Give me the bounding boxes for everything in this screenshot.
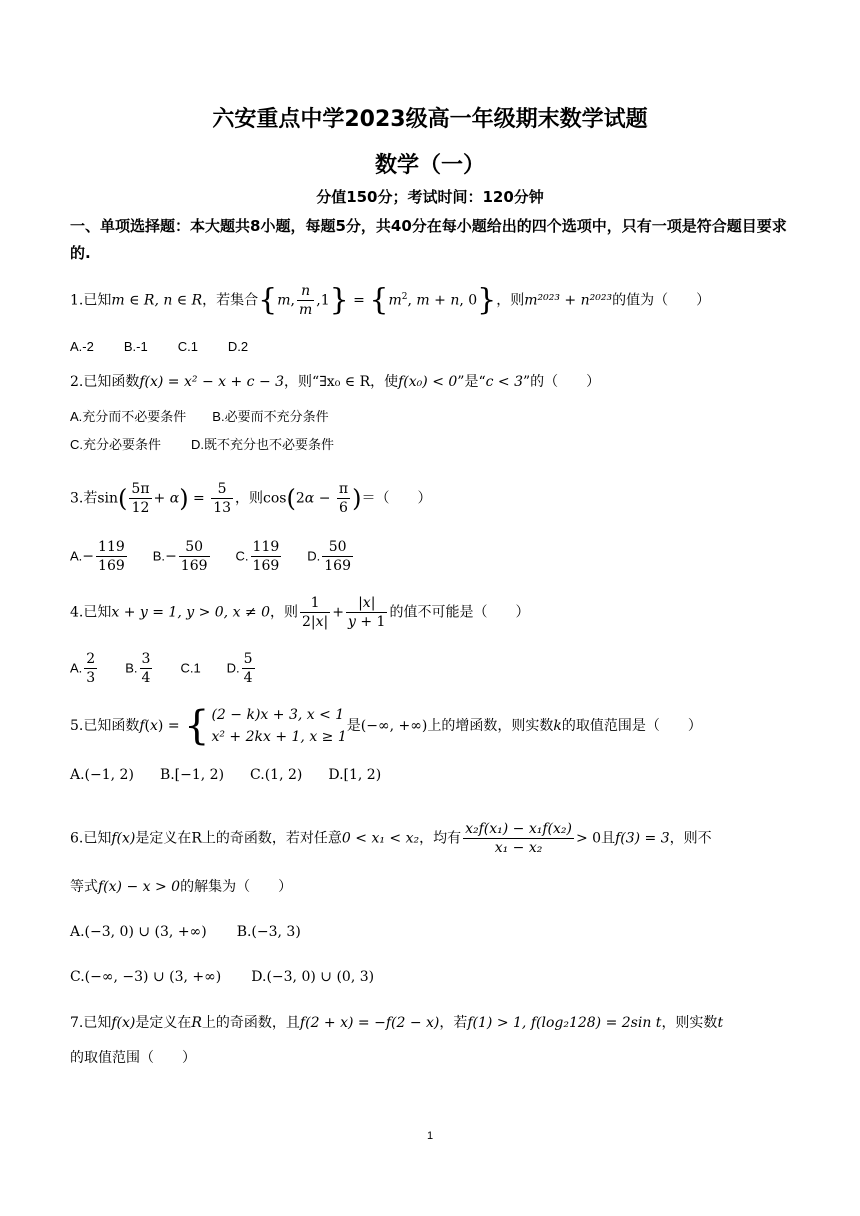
question-6-line2: 等式f(x) − x > 0的解集为（ ）: [70, 879, 293, 895]
question-4-options: A. $\frac{2}{3}$ B. $\frac{3}{4}$ C.1 D. $\frac{5}{4}$: [70, 651, 253, 686]
question-7-line2: 的取值范围（ ）: [70, 1050, 196, 1066]
exam-info: 分值150分；考试时间：120分钟: [316, 188, 544, 206]
option-c: C.1: [180, 660, 201, 676]
option-a: A.充分而不必要条件: [70, 409, 187, 424]
option-b: $\frac{50}{169}$: [180, 539, 208, 574]
option-d: D.既不充分也不必要条件: [191, 437, 335, 452]
question-1: 1.已知m ∈ R, n ∈ R，若集合{m, $\frac{n}{m}$ $,1\} = \{m^2$, m + n, 0}，则m²⁰²³ + n²⁰²³的值为（ ）: [70, 282, 711, 318]
option-c: $\frac{119}{169}$: [252, 539, 280, 574]
question-3: 3.若sin( $\frac{5\pi}{12}$ + α) = $\frac{5}{13}$ ，则cos(2α − $\frac{\pi}{6}$ )＝（ ）: [70, 481, 432, 516]
question-5-options: [70, 764, 800, 786]
option-a: A.(−3, 0) ∪ (3, +∞): [70, 924, 207, 940]
question-4: 4.已知x + y = 1, y > 0, x ≠ 0，则 $\frac{1}{2|x|}$ + $\frac{|x|}{y + 1}$ 的值不可能是（ ）: [70, 595, 530, 630]
fraction: $\frac{1}{2|x|}$: [302, 595, 329, 630]
question-6-options-row1: [70, 921, 800, 943]
question-6: 6.已知f(x)是定义在R上的奇函数，若对任意0 < x₁ < x₂，均有 $\frac{\text{x₂f(x₁) − x₁f(x₂)}}{\text{x₁ − x₂}}$ > 0且f(3) = 3，则不: [70, 821, 712, 856]
fraction: $\frac{5}{13}$: [213, 481, 232, 516]
option-c: C.(1, 2): [250, 767, 303, 783]
fraction: $\frac{5\pi}{12}$: [131, 481, 150, 516]
section-heading: 一、单项选择题：本大题共8小题，每题5分，共40分在每小题给出的四个选项中，只有一项是符合题目要求的.: [70, 217, 787, 262]
exam-title: 六安重点中学2023级高一年级期末数学试题: [212, 107, 648, 132]
option-a: $\frac{119}{169}$: [98, 539, 125, 574]
option-a: $\frac{2}{3}$: [86, 651, 96, 686]
option-d: D.[1, 2): [328, 767, 382, 783]
option-d: $\frac{50}{169}$: [324, 539, 351, 574]
option-c: C.充分必要条件: [70, 437, 162, 452]
fraction: $\frac{\text{x₂f(x₁) − x₁f(x₂)}}{\text{x₁ − x₂}}$: [465, 821, 572, 856]
question-5: 5.已知函数f(x) = { (2 − k)x + 3, x < 1 x² + 2kx + 1, x ≥ 1 是(−∞, +∞)上的增函数，则实数k的取值范围是（ ）: [70, 703, 702, 749]
option-b: B.[−1, 2): [159, 767, 225, 783]
fraction: $\frac{|x|}{y + 1}$: [348, 595, 386, 630]
option-d: D.(−3, 0) ∪ (0, 3): [251, 969, 375, 985]
question-3-options: A.− $\frac{119}{169}$ B.− $\frac{50}{169}$ C. $\frac{119}{169}$ D. $\frac{50}{169}$: [70, 539, 351, 574]
option-b: B.(−3, 3): [236, 924, 301, 940]
question-2-options-row1: [70, 406, 800, 428]
question-7: 7.已知f(x)是定义在R上的奇函数，且f(2 + x) = −f(2 − x)，若f(1) > 1, f(log₂128) = 2sin t，则实数t: [70, 1015, 724, 1031]
option-a: A.-2: [70, 339, 94, 354]
option-b: B.-1: [123, 339, 148, 354]
question-6-options-row2: [70, 966, 800, 988]
option-d: D.2: [227, 339, 249, 354]
piecewise-cases: (2 − k)x + 3, x < 1 x² + 2kx + 1, x ≥ 1: [211, 707, 347, 745]
exam-subject: 数学（一）: [374, 153, 485, 178]
option-b: B.必要而不充分条件: [212, 409, 329, 424]
fraction: $\frac{\pi}{6}$: [338, 481, 349, 516]
option-c: C.(−∞, −3) ∪ (3, +∞): [70, 969, 222, 985]
fraction: $\frac{n}{m}$: [299, 283, 313, 318]
question-2: 2.已知函数f(x) = x² − x + c − 3，则“∃x₀ ∈ R，使f(x₀) < 0”是“c < 3”的（ ）: [70, 374, 601, 390]
option-a: A.(−1, 2): [70, 767, 134, 783]
page-number: 1: [426, 1130, 434, 1142]
option-b: $\frac{3}{4}$: [141, 651, 151, 686]
option-c: C.1: [177, 339, 198, 354]
question-2-options-row2: [70, 434, 800, 456]
option-d: $\frac{5}{4}$: [243, 651, 253, 686]
question-1-options: [70, 336, 800, 358]
